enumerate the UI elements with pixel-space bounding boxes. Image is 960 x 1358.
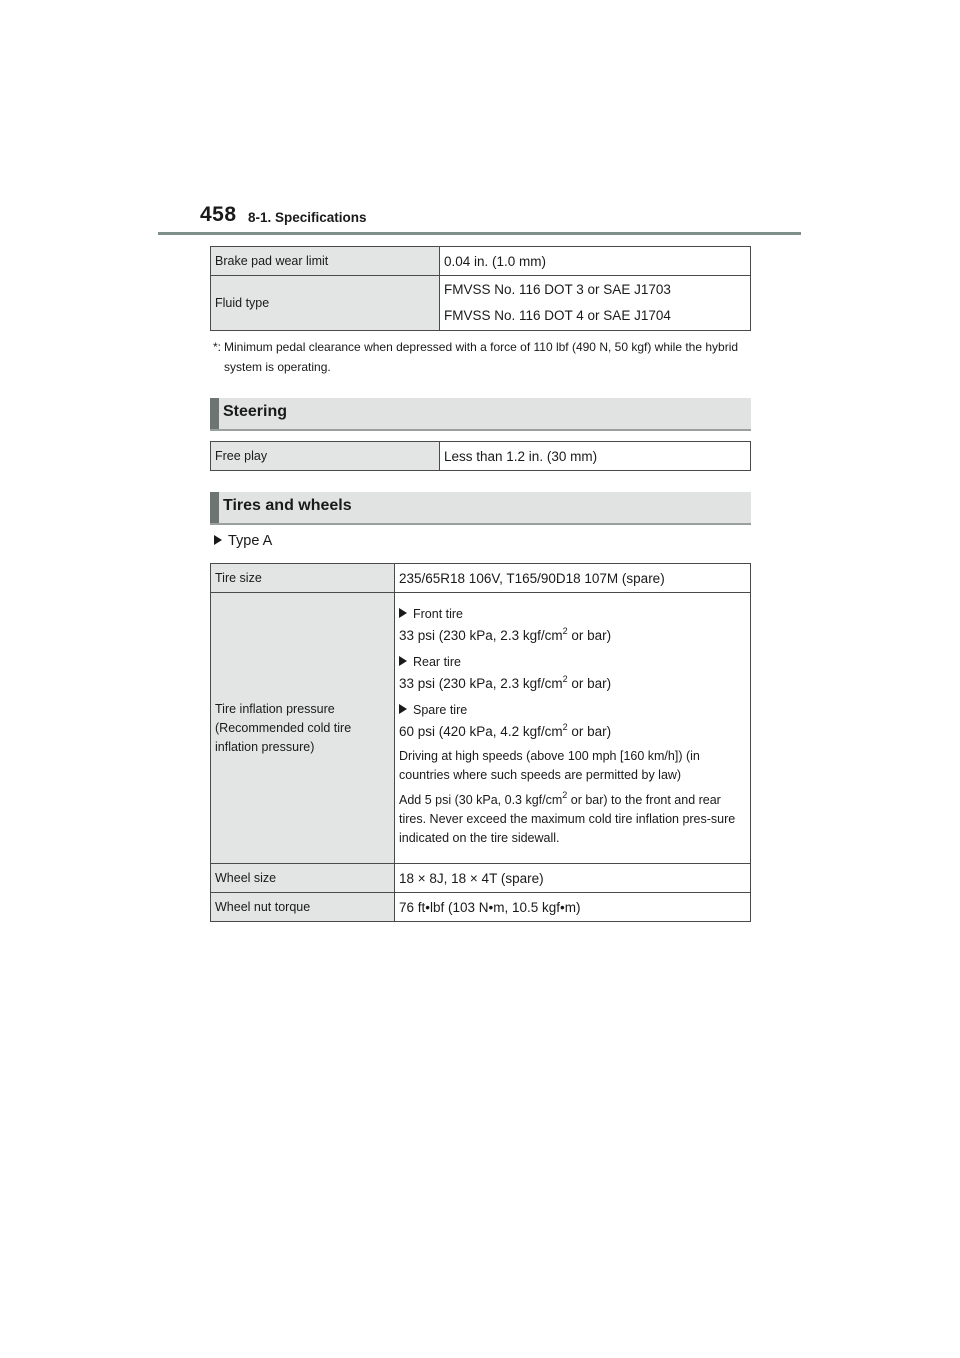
- tire-size-label: Tire size: [211, 564, 395, 593]
- brake-pad-wear-limit-value: 0.04 in. (1.0 mm): [440, 247, 751, 276]
- heading-accent: [210, 492, 219, 523]
- steering-spec-table: [210, 441, 751, 471]
- triangle-bullet-icon: [399, 656, 407, 666]
- tire-pressure-label: Tire inflation pressure (Recommended cold tire inflation pressure): [211, 593, 395, 864]
- wheel-size-label: Wheel size: [211, 864, 395, 893]
- footnote: [213, 337, 753, 377]
- steering-heading: [210, 398, 751, 431]
- free-play-value: Less than 1.2 in. (30 mm): [440, 442, 751, 471]
- brake-pad-wear-limit-label: Brake pad wear limit: [211, 247, 440, 276]
- table-row: [211, 276, 751, 331]
- table-row: [211, 247, 751, 276]
- tires-wheels-heading: [210, 492, 751, 525]
- rear-tire-pressure: 33 psi (230 kPa, 2.3 kgf/$cm^2$ or bar): [399, 674, 612, 691]
- fluid-type-value-2: FMVSS No. 116 DOT 4 or SAE J1704: [444, 308, 671, 323]
- table-row: [211, 864, 751, 893]
- brake-spec-table: [210, 246, 751, 331]
- table-row: [211, 442, 751, 471]
- triangle-bullet-icon: [214, 535, 222, 545]
- add-pressure-note: Add 5 psi (30 kPa, 0.3 kgf/$cm^2$ or bar) to the front and rear tires. Never exceed the maximum cold tire inflation pres-sure indicated on the tire sidewall.: [399, 790, 736, 845]
- fluid-type-label: Fluid type: [211, 276, 440, 331]
- high-speed-note: Driving at high speeds (above 100 mph [160 km/h]) (in countries where such speeds are permitted by law): [399, 749, 700, 782]
- section-title: 8-1. Specifications: [248, 210, 367, 225]
- steering-heading-text: Steering: [223, 403, 288, 420]
- type-a-text: Type A: [228, 533, 273, 549]
- wheel-size-value: 18 × 8J, 18 × 4T (spare): [395, 864, 751, 893]
- spare-tire-pressure: 60 psi (420 kPa, 4.2 kgf/$cm^2$ or bar): [399, 722, 612, 739]
- tires-spec-table: [210, 563, 751, 922]
- wheel-nut-torque-value: 76 ft•lbf (103 N•m, 10.5 kgf•m): [395, 893, 751, 922]
- spare-tire-label: Spare tire: [399, 699, 746, 721]
- wheel-nut-torque-label: Wheel nut torque: [211, 893, 395, 922]
- table-row: [211, 593, 751, 864]
- type-a-label: [214, 533, 272, 549]
- table-row: [211, 564, 751, 593]
- heading-accent: [210, 398, 219, 429]
- front-tire-label: Front tire: [399, 603, 746, 625]
- page-number: 458: [200, 203, 237, 226]
- table-row: [211, 893, 751, 922]
- front-tire-pressure: 33 psi (230 kPa, 2.3 kgf/$cm^2$ or bar): [399, 626, 612, 643]
- fluid-type-value-1: FMVSS No. 116 DOT 3 or SAE J1703: [444, 282, 671, 297]
- footnote-text: Minimum pedal clearance when depressed with a force of 110 lbf (490 N, 50 kgf) while the hybrid system is operating.: [224, 340, 739, 374]
- tires-wheels-heading-text: Tires and wheels: [223, 497, 352, 514]
- footnote-mark: *:: [213, 340, 222, 354]
- tire-size-value: 235/65R18 106V, T165/90D18 107M (spare): [395, 564, 751, 593]
- rear-tire-label: Rear tire: [399, 651, 746, 673]
- header-divider: [158, 232, 801, 235]
- triangle-bullet-icon: [399, 704, 407, 714]
- free-play-label: Free play: [211, 442, 440, 471]
- triangle-bullet-icon: [399, 608, 407, 618]
